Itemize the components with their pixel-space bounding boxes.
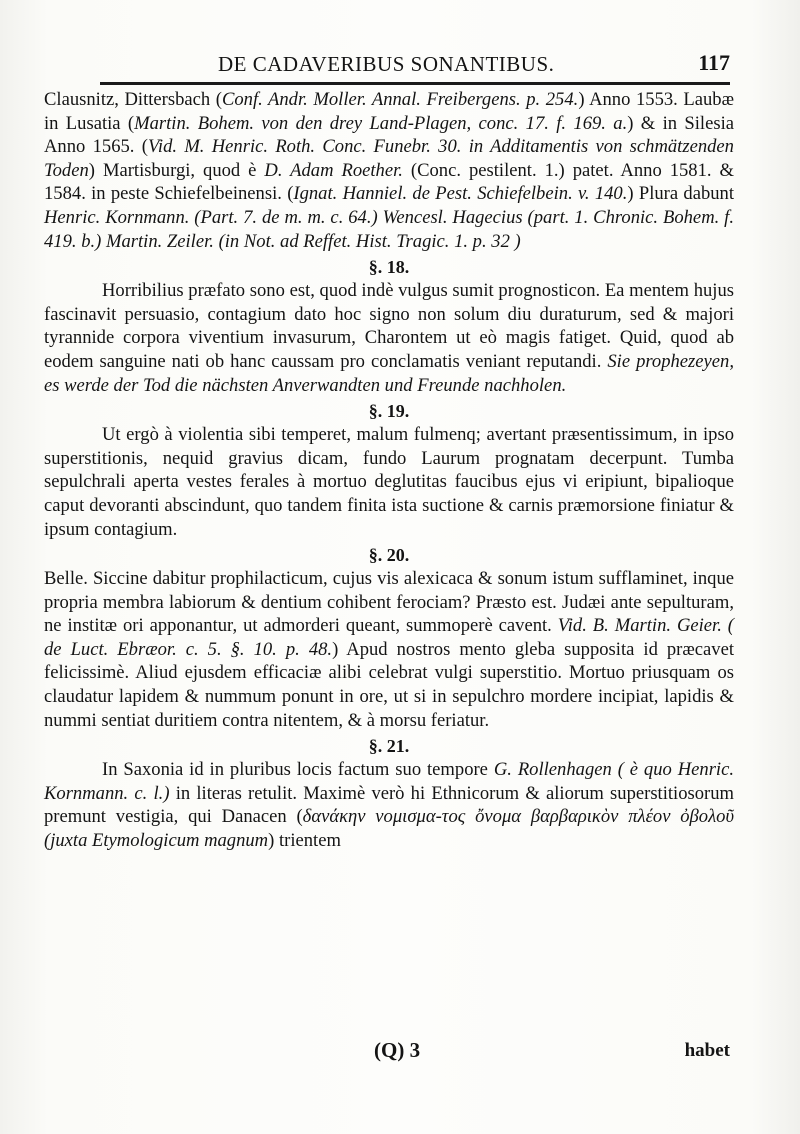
text-run: in literas retulit. Maximè verò hi Ethnicorum & aliorum superstitiosorum premunt vestigia, qui Danacen ( [44, 782, 734, 828]
header-rule [100, 82, 730, 85]
text-run: Horribilius præfato sono est, quod indè vulgus sumit prognosticon. Ea mentem hujus fascinavit persuasio, contagium dato hoc signo non solum diu duraturum, sed & majori tyrannide corpora viventium invasurum, Charontem ut eò magis fatiget. Quid, quod ab eodem sanguine nati ob hanc caussam pro conclamatis veniant reputandi. [44, 280, 734, 372]
section-heading: §. 18. [368, 257, 410, 278]
body-text [44, 88, 734, 853]
text-run: ) Martisburgi, quod è [88, 159, 265, 181]
paragraph [44, 567, 734, 732]
text-run: Ut ergò à violentia sibi temperet, malum fulmenq; avertant præsentissimum, in ipso superstitionis, nequid gravius dicam, fundo Laurum prognatam decerpunt. Tumba sepulchrali aperta vestes ferales à mortuo deglutitas faucibus ejus vi eripiunt, bipalioque caput devoranti abscindunt, quo tandem finita ista suctione & carnis præmorsione finiatur & ipsum contagium. [44, 424, 734, 540]
text-run: Clausnitz, Dittersbach ( [44, 89, 222, 110]
paragraph [44, 88, 734, 253]
page-header [100, 50, 740, 84]
page-number: 117 [698, 50, 730, 75]
text-run: Belle. Siccine dabitur prophilacticum, cujus vis alexicaca & sonum istum sufflaminet, inque propria membra labiorum & dentium cohibent ferociam? Præsto est. Judæi ante sepulturam, ne institæ ori apponantur, ut admorderi queant, summoperè cavent. [44, 568, 734, 637]
italic-run: Henric. Kornmann. (Part. 7. de m. m. c. 64.) Wencesl. Hagecius (part. 1. Chronic. Bohem. f. 419. b.) Martin. Zeiler. (in Not. ad Reffet. Hist. Tragic. 1. p. 32 ) [44, 206, 734, 252]
italic-run: Vid. M. Henric. Roth. Conc. Funebr. 30. in Additamentis von schmätzenden Toden [44, 136, 734, 181]
section-heading: §. 20. [368, 545, 410, 566]
italic-run: Sie prophezeyen, es werde der Tod die nächsten Anverwandten und Freunde nachholen. [44, 350, 734, 396]
text-run: ) & in Silesia Anno 1565. ( [44, 112, 734, 158]
italic-run: Martin. Bohem. von den drey Land-Plagen, conc. 17. f. 169. a. [134, 112, 628, 134]
text-run: (Conc. pestilent. 1.) patet. Anno 1581. & 1584. in peste Schiefelbeinensi. ( [44, 159, 734, 205]
catchword: habet [684, 1040, 730, 1061]
paragraph [44, 758, 734, 852]
italic-run: δανάκην νομισμα-τος ὄνομα βαρβαρικὸν πλέον ὀβολοῦ (juxta Etymologicum magnum [44, 806, 734, 852]
italic-run: Ignat. Hanniel. de Pest. Schiefelbein. v. 140. [293, 183, 628, 205]
signature-mark: (Q) 3 [374, 1038, 421, 1062]
paragraph [44, 279, 734, 397]
italic-run: Conf. Andr. Moller. Annal. Freibergens. p. 254. [221, 89, 579, 110]
section-heading: §. 19. [368, 401, 410, 422]
italic-run: D. Adam Roether. [264, 159, 403, 181]
section-heading: §. 21. [368, 736, 410, 757]
text-run: In Saxonia id in pluribus locis factum suo tempore [102, 759, 494, 781]
text-run: ) Apud nostros mento gleba supposita id præcavet felicissimè. Aliud ejusdem efficaciæ alibi celebrat vulgi superstitio. Mortuo priusquam os claudatur lapidem & nummum ponunt in ore, ut si in sepulchro mordere incipiat, lapidis & nummi sentiat duritiem contra nitentem, & à morsu feriatur. [44, 638, 734, 731]
paragraph [44, 423, 734, 541]
italic-run: G. Rollenhagen ( è quo Henric. Kornmann. c. l.) [44, 759, 734, 804]
text-run: ) trientem [268, 830, 341, 852]
running-title: DE CADAVERIBUS SONANTIBUS. [218, 52, 555, 76]
italic-run: Vid. B. Martin. Geier. ( de Luct. Ebræor. c. 5. §. 10. p. 48. [44, 615, 734, 660]
text-run: ) Anno 1553. Laubæ in Lusatia ( [44, 89, 735, 134]
page-footer [44, 1038, 734, 1066]
text-run: ) Plura dabunt [627, 183, 735, 205]
